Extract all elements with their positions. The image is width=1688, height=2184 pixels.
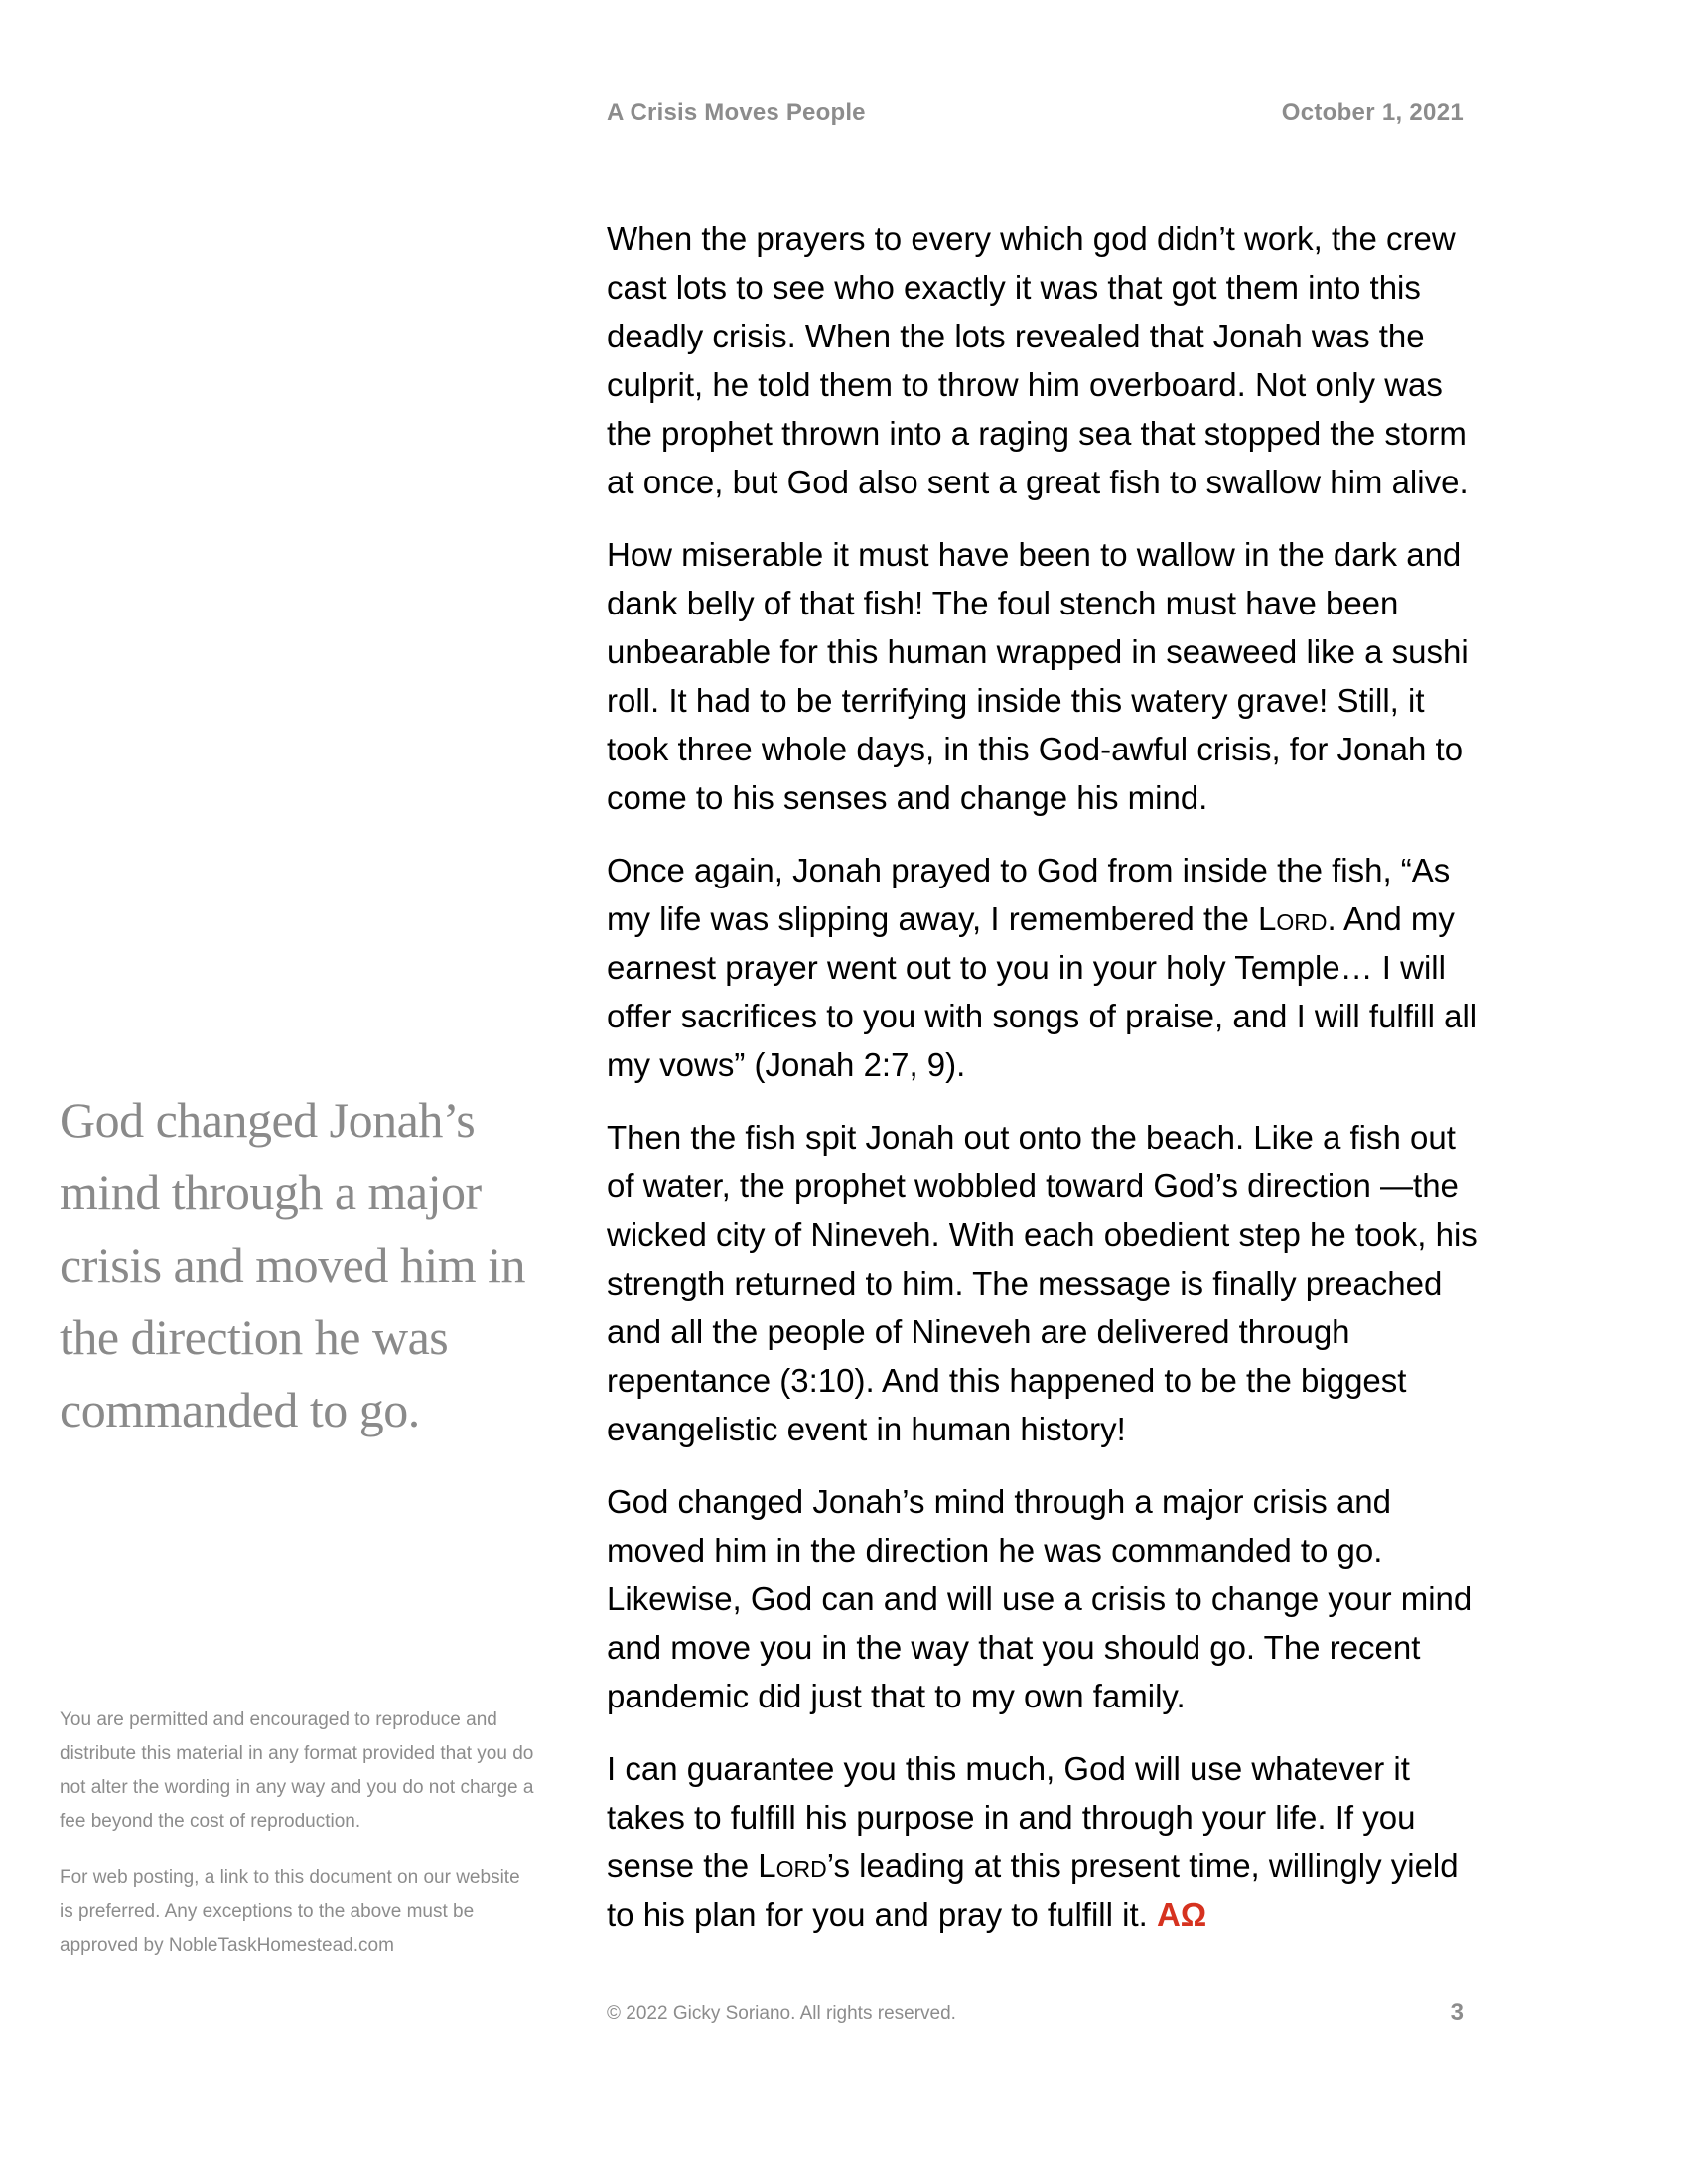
document-date: October 1, 2021 xyxy=(1281,99,1464,126)
document-title: A Crisis Moves People xyxy=(607,99,866,126)
paragraph xyxy=(607,1744,1480,1939)
copyright: © 2022 Gicky Soriano. All rights reserved. xyxy=(607,2003,956,2024)
lord-smallcaps: Lord xyxy=(758,1847,827,1884)
paragraph-text: I can guarantee you this much, God will use whatever it takes to fulfill his purpose in and through your life. If you sense the xyxy=(607,1750,1416,1884)
paragraph: When the prayers to every which god didn’t work, the crew cast lots to see who exactly it was that got them into this deadly crisis. When the lots revealed that Jonah was the culprit, he told them to throw him overboard. Not only was the prophet thrown into a raging sea that stopped the storm at once, but God also sent a great fish to swallow him alive. xyxy=(607,220,1469,500)
pull-quote: God changed Jonah’s mind through a major crisis and moved him in the direction he was commanded to go. xyxy=(60,1092,525,1437)
paragraph: God changed Jonah’s mind through a major crisis and moved him in the direction he was commanded to go. Likewise, God can and will use a crisis to change your mind and move you in the way that you should go. The recent pandemic did just that to my own family. xyxy=(607,1483,1473,1714)
paragraph: How miserable it must have been to wallow in the dark and dank belly of that fish! The foul stench must have been unbearable for this human wrapped in seaweed like a sushi roll. It had to be terrifying inside this watery grave! Still, it took three whole days, in this God-awful crisis, for Jonah to come to his senses and change his mind. xyxy=(607,536,1469,816)
page-number: 3 xyxy=(1450,1999,1464,2026)
paragraph-text: ’s leading at this present time, willingly yield to his plan for you and pray to fulfill it. xyxy=(607,1847,1459,1933)
permission-text: You are permitted and encouraged to reproduce and distribute this material in any format provided that you do not alter the wording in any way and you do not charge a fee beyond the cost of reproduction. xyxy=(60,1709,534,1832)
alpha-omega-mark: ΑΩ xyxy=(1156,1896,1207,1933)
paragraph-text: . And my earnest prayer went out to you in your holy Temple… I will offer sacrifices to you with songs of praise, and I will fulfill all my vows” (Jonah 2:7, 9). xyxy=(607,900,1477,1083)
paragraph xyxy=(607,846,1480,1089)
permission-notice xyxy=(60,1704,536,1985)
paragraph: Then the fish spit Jonah out onto the beach. Like a fish out of water, the prophet wobbled toward God’s direction —the wicked city of Nineveh. With each obedient step he took, his strength returned to him. The message is finally preached and all the people of Nineveh are delivered through repentance (3:10). And this happened to be the biggest evangelistic event in human history! xyxy=(607,1119,1477,1447)
article-body xyxy=(607,214,1480,1963)
lord-smallcaps: Lord xyxy=(1258,900,1328,937)
web-posting-text: For web posting, a link to this document on our website is preferred. Any exceptions to the above must be approved by NobleTaskHomestead.com xyxy=(60,1867,520,1956)
paragraph-text: Once again, Jonah prayed to God from inside the fish, “As my life was slipping away, I remembered the xyxy=(607,852,1451,937)
